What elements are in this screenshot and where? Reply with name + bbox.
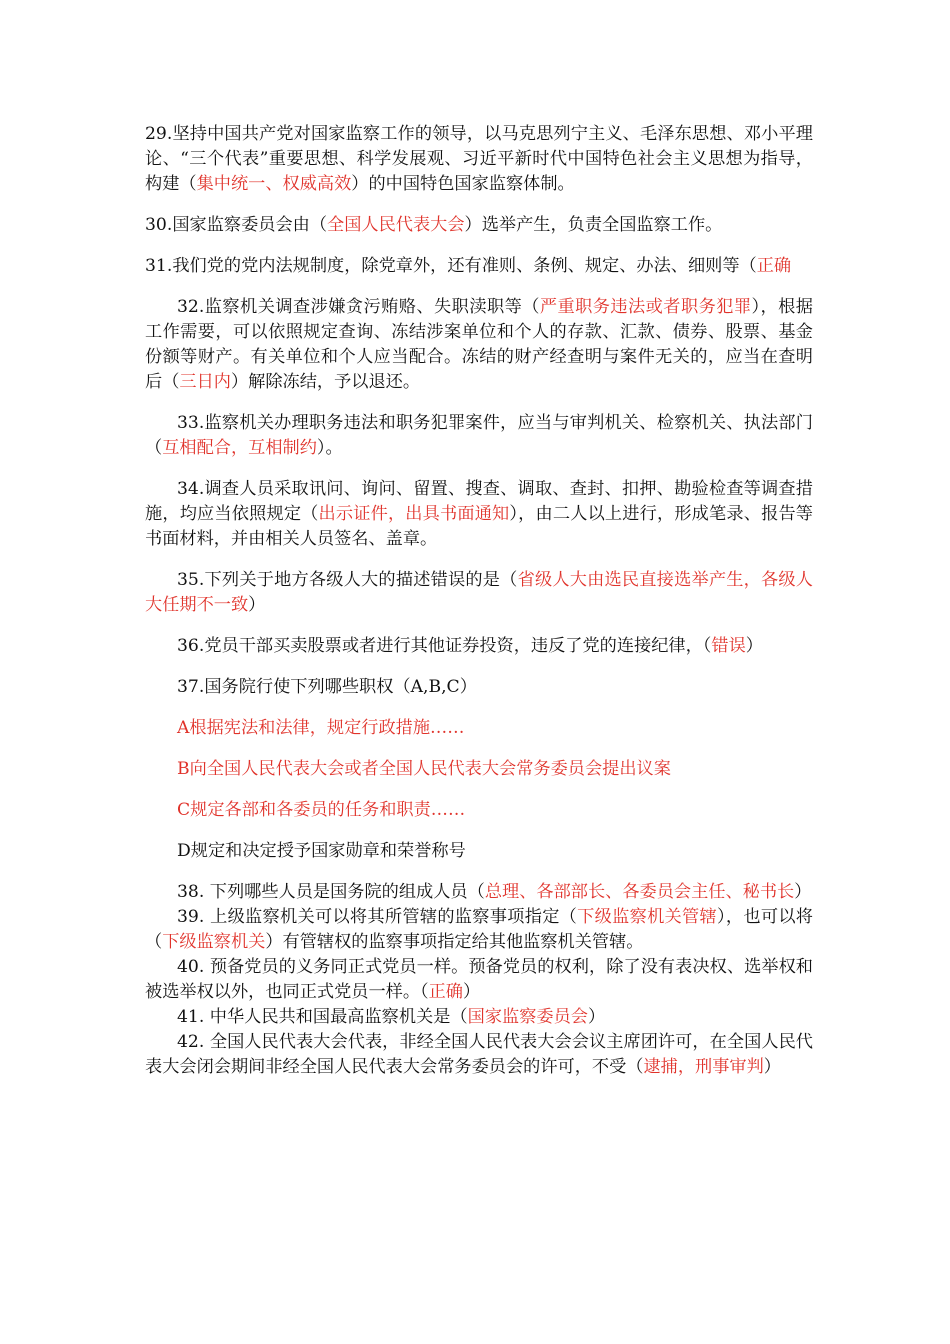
question-q30 <box>145 213 813 238</box>
answer-text: A根据宪法和法律，规定行政措施…… <box>177 718 465 738</box>
answer-text: 三日内 <box>179 372 231 392</box>
question-q37 <box>145 675 813 700</box>
answer-text: 严重职务违法或者职务犯罪 <box>539 297 752 317</box>
question-text: ），根据工作需要，可以依照规定查询、冻结涉案单位和个人的存款、汇款、债券、股票、基金份额等财产。有关单位和个人应当配合。冻结的财产经查明与案件无关的，应当在查明后（ <box>145 297 813 392</box>
answer-text: 下级监察机关管辖 <box>577 907 717 927</box>
question-text: ）选举产生，负责全国监察工作。 <box>464 215 723 235</box>
question-q42 <box>145 1030 813 1080</box>
answer-text: 下级监察机关 <box>162 932 266 952</box>
question-q37a <box>145 716 813 741</box>
answer-text: 集中统一、权威高效 <box>196 174 352 194</box>
answer-text: 逮捕，刑事审判 <box>643 1057 764 1077</box>
question-text: 34.调查人员采取讯问、询问、留置、搜查、调取、查封、扣押、勘验检查等调查措施，均应当依照规定（ <box>145 479 813 524</box>
question-text: 30.国家监察委员会由（ <box>145 215 328 235</box>
question-text: 37.国务院行使下列哪些职权（A,B,C） <box>177 677 477 697</box>
question-text: 31.我们党的党内法规制度，除党章外，还有准则、条例、规定、办法、细则等（ <box>145 256 757 276</box>
question-text: D规定和决定授予国家勋章和荣誉称号 <box>177 841 466 861</box>
question-q36 <box>145 634 813 659</box>
question-q39 <box>145 905 813 955</box>
answer-text: B向全国人民代表大会或者全国人民代表大会常务委员会提出议案 <box>177 759 671 779</box>
question-text: ） <box>462 982 481 1002</box>
question-q35 <box>145 568 813 618</box>
question-text: ）。 <box>316 438 343 458</box>
question-text: ） <box>248 595 266 615</box>
question-text: ）有管辖权的监察事项指定给其他监察机关管辖。 <box>265 932 644 952</box>
answer-text: 错误 <box>711 636 746 656</box>
question-q33 <box>145 411 813 461</box>
answer-text: 出示证件，出具书面通知 <box>318 504 510 524</box>
question-text: 32.监察机关调查涉嫌贪污贿赂、失职渎职等（ <box>177 297 540 317</box>
question-text: 35.下列关于地方各级人大的描述错误的是（ <box>177 570 518 590</box>
answer-text: C规定各部和各委员的任务和职责…… <box>177 800 466 820</box>
question-text: ），也可以将（ <box>145 907 813 952</box>
question-q37b <box>145 757 813 782</box>
question-q38 <box>145 880 813 905</box>
question-q34 <box>145 477 813 552</box>
question-text: ），由二人以上进行，形成笔录、报告等书面材料，并由相关人员签名、盖章。 <box>145 504 813 549</box>
question-text: ）解除冻结，予以退还。 <box>230 372 421 392</box>
question-q41 <box>145 1005 813 1030</box>
question-text: 33.监察机关办理职务违法和职务犯罪案件，应当与审判机关、检察机关、执法部门（ <box>145 413 813 458</box>
question-text: 41. 中华人民共和国最高监察机关是（ <box>177 1007 468 1027</box>
answer-text: 全国人民代表大会 <box>327 215 465 235</box>
answer-text: 正确 <box>756 256 792 276</box>
question-text: 42. 全国人民代表大会代表，非经全国人民代表大会会议主席团许可，在全国人民代表大会闭会期间非经全国人民代表大会常务委员会的许可，不受（ <box>145 1032 813 1077</box>
question-text: ） <box>794 882 812 902</box>
answer-text: 总理、各部部长、各委员会主任、秘书长 <box>484 882 795 902</box>
answer-text: 国家监察委员会 <box>467 1007 588 1027</box>
question-text: 40. 预备党员的义务同正式党员一样。预备党员的权利，除了没有表决权、选举权和被选举权以外，也同正式党员一样。（ <box>145 957 813 1002</box>
question-text: ）的中国特色国家监察体制。 <box>351 174 575 194</box>
question-q29 <box>145 122 813 197</box>
question-text: 29.坚持中国共产党对国家监察工作的领导，以马克思列宁主义、毛泽东思想、邓小平理论、“三个代表”重要思想、科学发展观、习近平新时代中国特色社会主义思想为指导，构建（ <box>145 124 813 194</box>
question-text: ） <box>745 636 763 656</box>
answer-text: 互相配合，互相制约 <box>162 438 317 458</box>
document-page <box>145 122 813 1080</box>
question-q37c <box>145 798 813 823</box>
answer-text: 省级人大由选民直接选举产生，各级人大任期不一致 <box>145 570 813 615</box>
question-q32 <box>145 295 813 395</box>
question-text: ） <box>587 1007 606 1027</box>
question-text: ） <box>763 1057 781 1077</box>
question-text: 39. 上级监察机关可以将其所管辖的监察事项指定（ <box>177 907 578 927</box>
question-text: 36.党员干部买卖股票或者进行其他证券投资，违反了党的连接纪律，（ <box>177 636 712 656</box>
question-q40 <box>145 955 813 1005</box>
question-q37d <box>145 839 813 864</box>
answer-text: 正确 <box>428 982 463 1002</box>
question-q31 <box>145 254 813 279</box>
question-text: 38. 下列哪些人员是国务院的组成人员（ <box>177 882 485 902</box>
